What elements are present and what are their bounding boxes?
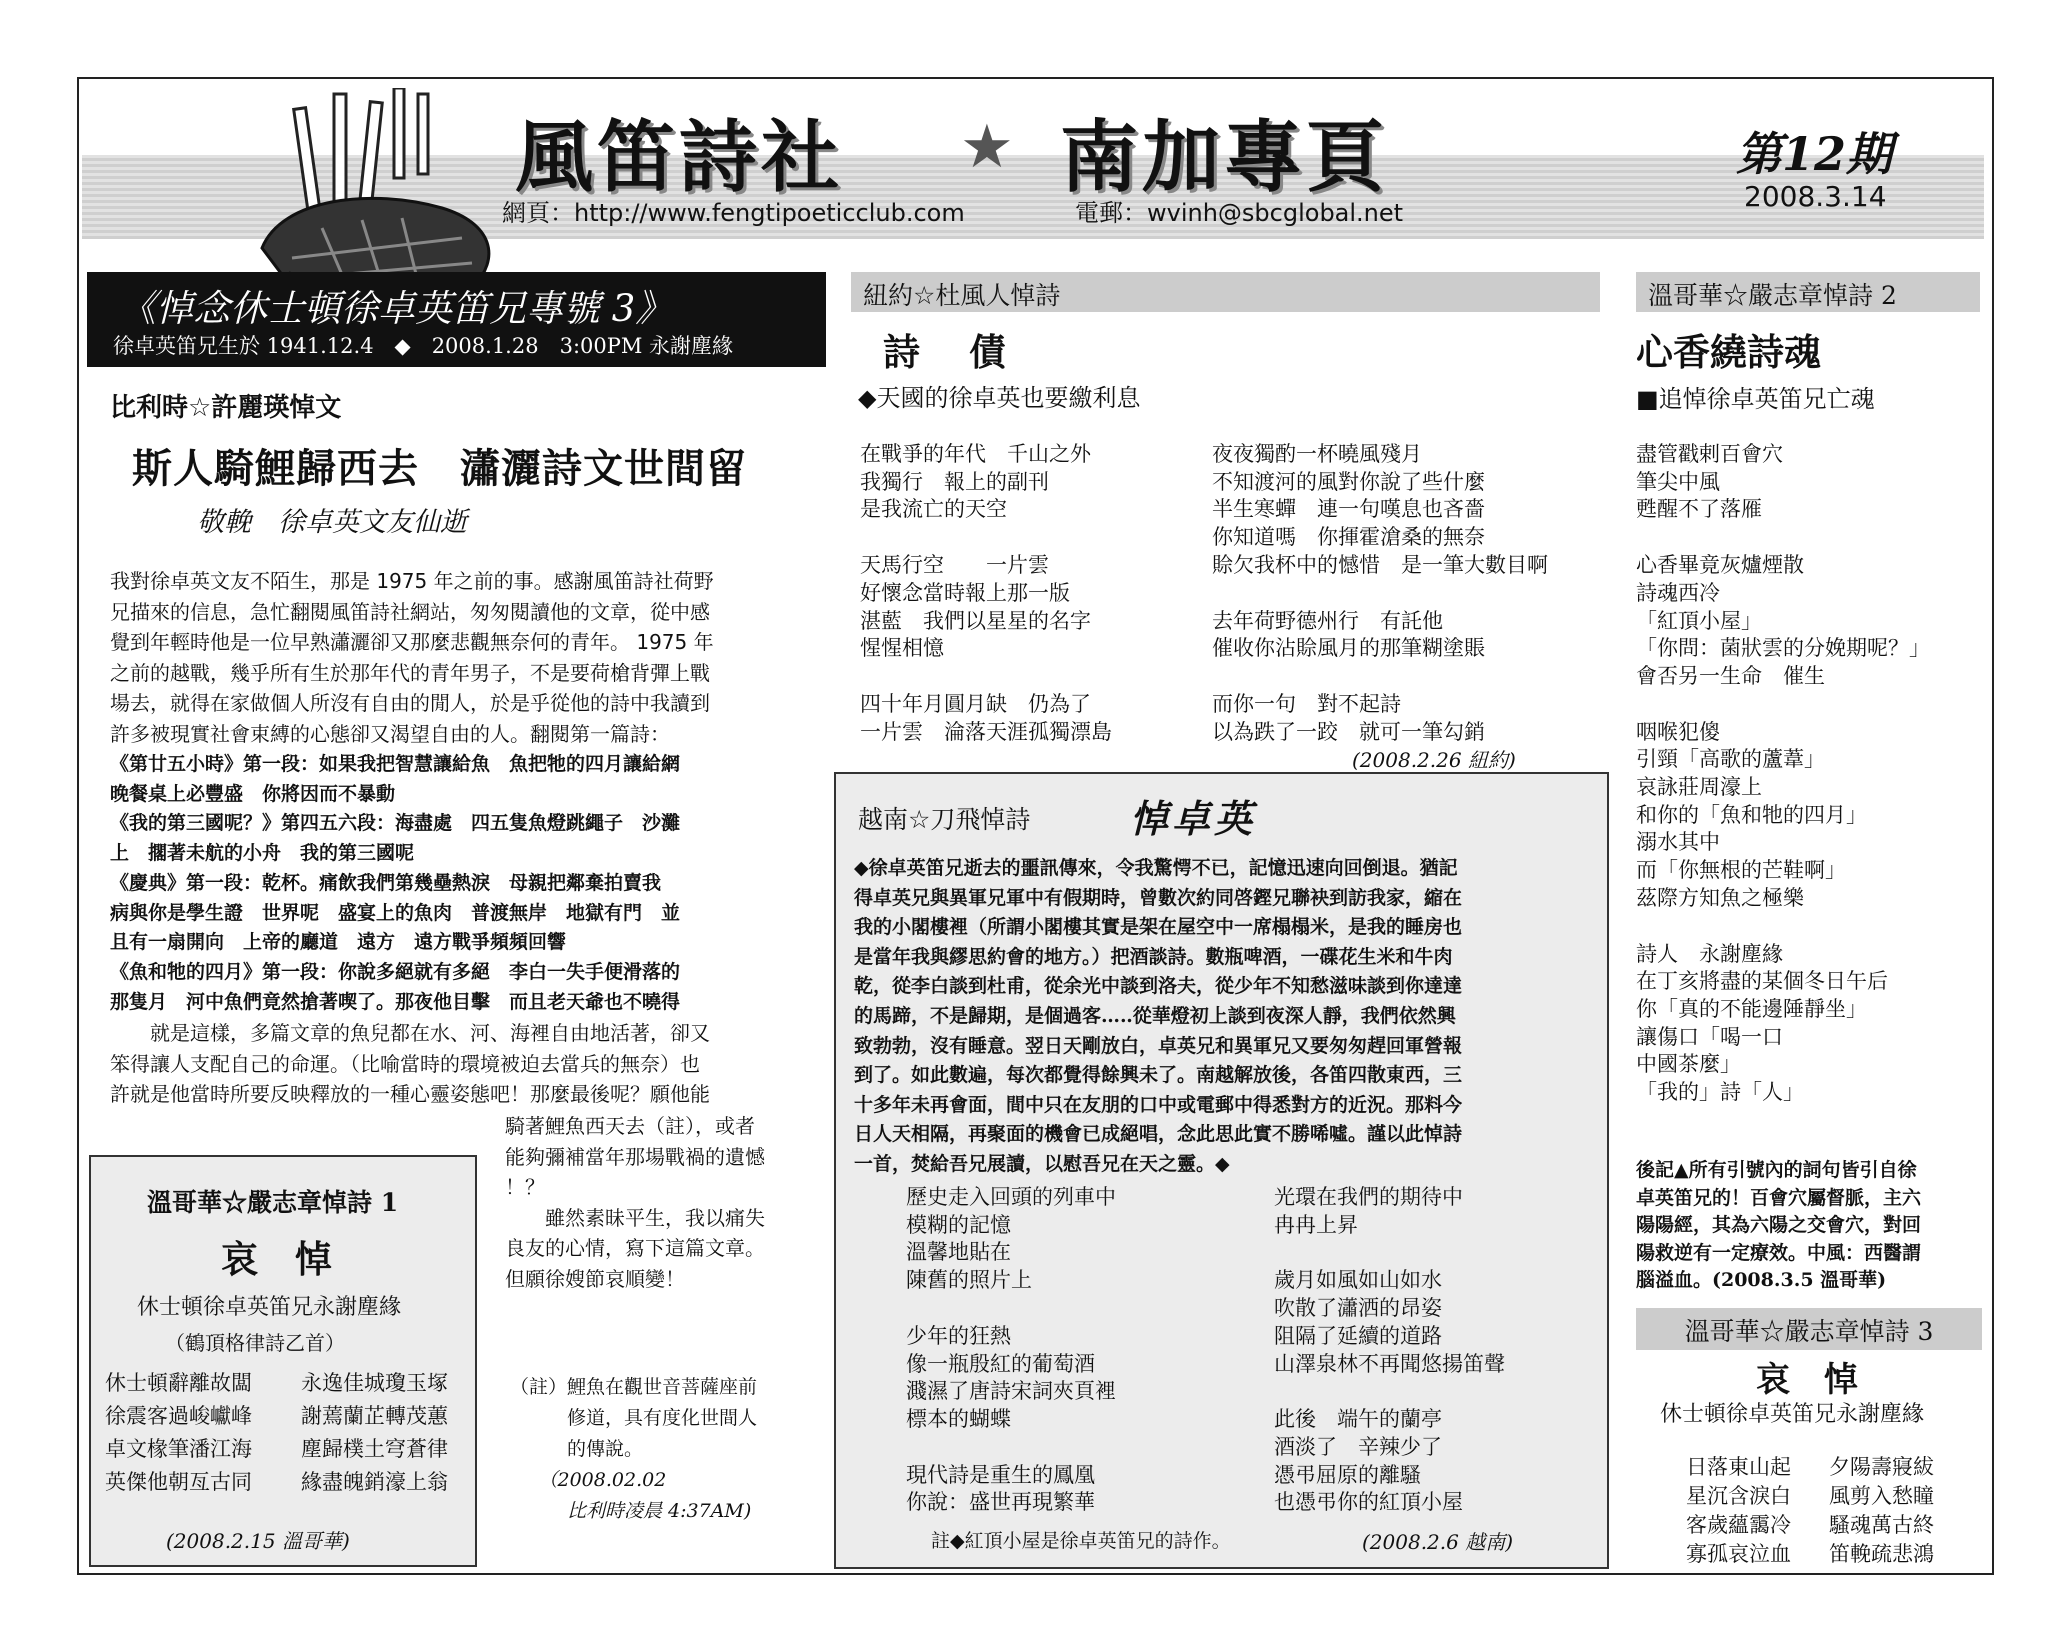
poem-line: 山澤泉林不再聞悠揚笛聲	[1274, 1351, 1505, 1376]
quote-line: 《慶典》第一段：乾杯。痛飲我們第幾壘熱淚 母親把鄰棄拍賣我	[110, 871, 662, 894]
poem-line: 和你的「魚和牠的四月」	[1636, 802, 1867, 827]
poem-line: 甦醒不了落雁	[1636, 497, 1762, 522]
poem-line: 謝蔫蘭芷轉茂蕙	[301, 1404, 448, 1428]
newyork-poem-left	[860, 441, 1112, 746]
vancouver-poem-1-left	[105, 1367, 252, 1499]
newyork-poem-subtitle: ◆天國的徐卓英也要繳利息	[858, 384, 1141, 412]
text-line: 雖然素昧平生，我以痛失	[505, 1205, 765, 1230]
poem-line: 惺惺相憶	[860, 636, 944, 661]
poem-line: 四十年月圓月缺 仍為了	[860, 691, 1091, 716]
poem-line: 夜夜獨酌一杯曉風殘月	[1212, 442, 1422, 466]
poem-line: 心香畢竟灰爐煙散	[1636, 553, 1804, 578]
poem-line: 夕陽壽寢紱	[1829, 1455, 1934, 1479]
text-line: 就是這樣，多篇文章的魚兒都在水、河、海裡自由地活著，卻又	[110, 1021, 710, 1045]
quote-line: 《魚和牠的四月》第一段：你說多絕就有多絕 李白一失手便滑落的	[110, 960, 681, 983]
poem-line: 「我的」詩「人」	[1636, 1080, 1804, 1105]
vietnam-poem-note: 註◆紅頂小屋是徐卓英笛兄的詩作。	[931, 1530, 1231, 1552]
poem-line: 溺水其中	[1636, 830, 1720, 855]
essay-body-continued	[110, 1018, 810, 1110]
vancouver-poem-2-heading: 溫哥華☆嚴志章悼詩 2	[1636, 272, 1980, 312]
quote-line: 《第廿五小時》第一段：如果我把智慧讓給魚 魚把牠的四月讓給網	[110, 753, 681, 775]
poem-line: 星沉含淚白	[1686, 1484, 1791, 1508]
poem-line: 湛藍 我們以星星的名字	[860, 608, 1091, 633]
poem-line: 像一瓶殷紅的葡萄酒	[906, 1351, 1095, 1376]
text-line: 但願徐嫂節哀順變！	[505, 1266, 685, 1291]
prose-line: 的馬蹄，不是歸期，是個過客…‥從華燈初上談到夜深人靜，我們依然興	[854, 1004, 1456, 1027]
poem-line: 標本的蝴蝶	[906, 1406, 1011, 1431]
vancouver-poem-1-signoff: (2008.2.15 溫哥華)	[166, 1529, 350, 1553]
poem-line: 是我流亡的天空	[860, 497, 1007, 522]
vancouver-poem-3-title: 哀 悼	[1756, 1360, 1858, 1400]
poem-line: 讓傷口「喝一口	[1636, 1024, 1783, 1049]
poem-line: 溫馨地貼在	[906, 1240, 1011, 1265]
vancouver-poem-1-box	[89, 1155, 477, 1567]
postscript-line: 後記▲所有引號內的詞句皆引自徐	[1636, 1159, 1917, 1181]
vancouver-poem-2-title: 心香繞詩魂	[1636, 330, 1821, 374]
postscript-line: 陽救逆有一定療效。中風：西醫謂	[1636, 1241, 1922, 1264]
poem-line: 風剪入愁瞳	[1829, 1484, 1934, 1508]
poem-line: 歲月如風如山如水	[1274, 1268, 1442, 1293]
prose-line: 日人天相隔，再聚面的機會已成絕唱，念此思此實不勝唏噓。謹以此悼詩	[854, 1123, 1463, 1146]
postscript-line: 腦溢血。(2008.3.5 溫哥華)	[1636, 1269, 1887, 1291]
poem-line: 哀詠莊周濠上	[1636, 775, 1762, 800]
poem-line: 客歲蘊靄冷	[1686, 1513, 1791, 1537]
prose-line: 乾，從李白談到杜甫，從余光中談到洛夫，從少年不知愁滋味談到你達達	[854, 975, 1463, 998]
poem-line: 咽喉犯傻	[1636, 719, 1720, 744]
poem-line: 騷魂萬古終	[1829, 1513, 1934, 1537]
poem-line: 卓文椽筆潘江海	[105, 1437, 252, 1461]
essay-subhead: 敬輓 徐卓英文友仙逝	[197, 507, 467, 538]
website-label: 網頁：http://www.fengtipoeticclub.com	[502, 199, 965, 227]
newyork-poem-signoff: (2008.2.26 紐約)	[1352, 748, 1516, 772]
vancouver-poem-3-right	[1829, 1453, 1934, 1569]
prose-line: 得卓英兄與異軍兄軍中有假期時，曾數次約同啓鏗兄聯袂到訪我家，縮在	[854, 886, 1463, 909]
prose-line: 一首，焚給吾兄展讀，以慰吾兄在天之靈。◆	[854, 1152, 1230, 1175]
poem-line: 盡管戳剌百會穴	[1636, 442, 1783, 466]
memorial-banner-subtitle: 徐卓英笛兄生於 1941.12.4 ◆ 2008.1.28 3:00PM 永謝塵緣	[113, 334, 734, 358]
poem-line: 酒淡了 辛辣少了	[1274, 1434, 1442, 1459]
poem-line: 以為跌了一跤 就可一筆勾銷	[1212, 719, 1485, 744]
footnote-line: （註）鯉魚在觀世音菩薩座前	[510, 1376, 758, 1398]
text-line: 覺到年輕時他是一位早熟瀟灑卻又那麼悲觀無奈何的青年。 1975 年	[110, 630, 714, 654]
poem-line: 笛輓疏悲鴻	[1829, 1542, 1934, 1566]
poem-line: 中國茶麼」	[1636, 1052, 1741, 1077]
poem-line: 塵歸樸土穹蒼律	[301, 1437, 448, 1461]
vietnam-poem-box	[834, 772, 1609, 1569]
vancouver-poem-1-heading: 溫哥華☆嚴志章悼詩 1	[147, 1188, 399, 1217]
text-line: 笨得讓人支配自己的命運。（比喻當時的環境被迫去當兵的無奈）也	[110, 1051, 700, 1076]
poem-line: 「紅頂小屋」	[1636, 608, 1762, 633]
poem-line: 模糊的記憶	[906, 1212, 1011, 1237]
essay-headline: 斯人騎鯉歸西去 瀟灑詩文世間留	[132, 446, 747, 492]
issue-date: 2008.3.14	[1744, 180, 1887, 213]
poem-line: 不知渡河的風對你說了些什麼	[1212, 469, 1485, 494]
newyork-poem-heading: 紐約☆杜風人悼詩	[851, 272, 1600, 312]
poem-line: 寡孤哀泣血	[1686, 1542, 1791, 1566]
poem-line: 歷史走入回頭的列車中	[906, 1185, 1116, 1209]
text-line: ！？	[505, 1175, 545, 1199]
masthead-title-left: 風笛詩社	[515, 112, 844, 203]
text-line: 兄描來的信息，急忙翻閱風笛詩社網站，匆匆閱讀他的文章，從中感	[110, 599, 710, 624]
poem-line: 永逸佳城瓊玉塚	[301, 1371, 448, 1395]
poem-line: 陳舊的照片上	[906, 1268, 1032, 1293]
text-line: 許多被現實社會束縛的心態卻又渴望自由的人。翻閱第一篇詩：	[110, 721, 670, 746]
poem-line: 此後 端午的蘭亭	[1274, 1407, 1442, 1432]
vietnam-poem-right	[1274, 1184, 1505, 1517]
text-line: 場去，就得在家做個人所沒有自由的閒人，於是乎從他的詩中我讀到	[110, 691, 710, 715]
poem-line: 會否另一生命 催生	[1636, 663, 1825, 688]
poem-line: 賒欠我杯中的憾惜 是一筆大數目啊	[1212, 552, 1548, 577]
poem-line: 在戰爭的年代 千山之外	[860, 442, 1091, 466]
poem-line: 而「你無根的芒鞋啊」	[1636, 858, 1846, 883]
postscript-line: 陽陽經，其為六陽之交會穴，對回	[1636, 1214, 1922, 1236]
issue-number: 第12期	[1736, 127, 1893, 181]
vancouver-poem-3-subtitle: 休士頓徐卓英笛兄永謝塵緣	[1660, 1402, 1925, 1427]
postscript-line: 卓英笛兄的！百會穴屬督脈，主六	[1636, 1186, 1922, 1209]
poem-line: 冉冉上昇	[1274, 1212, 1358, 1237]
vancouver-poem-2-body	[1636, 441, 1930, 1107]
poem-line: 半生寒蟬 連一句嘆息也吝嗇	[1212, 497, 1485, 522]
poem-line: 催收你沾賒風月的那筆糊塗賬	[1212, 636, 1485, 661]
text-line: 能夠彌補當年那場戰禍的遺憾	[505, 1144, 765, 1169]
essay-quotes	[110, 750, 820, 1017]
essay-body	[110, 566, 810, 749]
text-line: 許就是他當時所要反映釋放的一種心靈姿態吧！那麼最後呢？願他能	[110, 1082, 710, 1106]
prose-line: 十多年未再會面，間中只在友朋的口中或電郵中得悉對方的近況。那料今	[854, 1093, 1463, 1116]
prose-line: 致勃勃，沒有睡意。翌日天剛放白，卓英兄和異軍兄又要匆匆趕回軍營報	[854, 1034, 1463, 1057]
prose-line: 到了。如此數遍，每次都覺得餘興未了。南越解放後，各笛四散東西，三	[854, 1064, 1463, 1087]
vancouver-poem-1-subtitle: 休士頓徐卓英笛兄永謝塵緣	[137, 1295, 402, 1320]
poem-line: 而你一句 對不起詩	[1212, 691, 1401, 716]
text-line: 騎著鯉魚西天去（註），或者	[505, 1114, 755, 1138]
newyork-poem-right	[1212, 441, 1548, 746]
quote-line: 病與你是學生證 世界呢 盛宴上的魚肉 普渡無岸 地獄有門 並	[110, 901, 681, 924]
poem-line: 我獨行 報上的副刊	[860, 469, 1049, 494]
poem-line: 徐震客過峻巘峰	[105, 1404, 252, 1428]
text-line: 之前的越戰，幾乎所有生於那年代的青年男子，不是要荷槍背彈上戰	[110, 660, 710, 685]
quote-line: 且有一扇開向 上帝的廳道 遠方 遠方戰爭頻頻回響	[110, 931, 567, 954]
poem-line: 吹散了瀟洒的昂姿	[1274, 1296, 1442, 1321]
vancouver-poem-2-postscript	[1636, 1157, 1921, 1295]
poem-line: 去年荷野德州行 有託他	[1212, 608, 1443, 633]
quote-line: 《我的第三國呢？》第四五六段：海盡處 四五隻魚燈跳繩子 沙灘	[110, 812, 681, 835]
text-line: 我對徐卓英文友不陌生，那是 1975 年之前的事。感謝風笛詩社荷野	[110, 569, 714, 593]
poem-line: 濺濕了唐詩宋詞夾頁裡	[906, 1379, 1116, 1404]
poem-line: 少年的狂熱	[906, 1323, 1011, 1348]
poem-line: 你知道嗎 你揮霍滄桑的無奈	[1212, 525, 1485, 550]
memorial-banner-title: 《悼念休士頓徐卓英笛兄專號 3》	[119, 287, 673, 330]
poem-line: 茲際方知魚之極樂	[1636, 885, 1804, 910]
poem-line: 詩人 永謝塵緣	[1636, 941, 1783, 966]
star-icon: ★	[960, 112, 1014, 182]
text-line: 良友的心情，寫下這篇文章。	[505, 1236, 765, 1260]
newyork-poem-title: 詩 債	[883, 330, 1012, 374]
poem-line: 憑弔屈原的離騷	[1274, 1462, 1421, 1487]
poem-line: 一片雲 淪落天涯孤獨漂島	[860, 719, 1112, 744]
essay-footnote	[510, 1372, 757, 1527]
prose-line: 我的小閣樓裡（所謂小閣樓其實是架在屋空中一席榻榻米，是我的睡房也	[854, 916, 1463, 939]
vancouver-poem-3-left	[1686, 1453, 1791, 1569]
poem-line: 也憑弔你的紅頂小屋	[1274, 1490, 1463, 1515]
essay-byline: 比利時☆許麗瑛悼文	[110, 393, 342, 423]
poem-line: 阻隔了延續的道路	[1274, 1323, 1442, 1348]
poem-line: 英傑他朝亙古同	[105, 1470, 252, 1494]
vancouver-poem-3-heading: 溫哥華☆嚴志章悼詩 3	[1636, 1308, 1982, 1350]
vancouver-poem-2-subtitle: ■追悼徐卓英笛兄亡魂	[1636, 385, 1875, 413]
vietnam-poem-title: 悼卓英	[1130, 796, 1257, 841]
poem-line: 休士頓辭離故闆	[105, 1371, 252, 1395]
poem-line: 在丁亥將盡的某個冬日午后	[1636, 969, 1888, 994]
footnote-date: （2008.02.02	[510, 1469, 667, 1491]
poem-line: 你「真的不能邊陲靜坐」	[1636, 996, 1867, 1021]
prose-line: 是當年我與繆思約會的地方。）把酒談詩。數瓶啤酒，一碟花生米和牛肉	[854, 945, 1453, 968]
poem-line: 天馬行空 一片雲	[860, 553, 1049, 578]
poem-line: 你說：盛世再現繁華	[906, 1490, 1095, 1515]
footnote-line: 的傳說。	[510, 1438, 644, 1460]
vietnam-poem-left	[906, 1184, 1116, 1517]
vietnam-poem-heading: 越南☆刀飛悼詩	[858, 805, 1031, 834]
quote-line: 晚餐桌上必豐盛 你將因而不暴動	[110, 782, 396, 805]
masthead-title-right: 南加專頁	[1060, 112, 1389, 203]
poem-line: 日落東山起	[1686, 1455, 1791, 1479]
poem-line: 現代詩是重生的鳳凰	[906, 1462, 1095, 1487]
quote-line: 那隻月 河中魚們竟然搶著喫了。那夜他目擊 而且老天爺也不曉得	[110, 990, 681, 1013]
memorial-banner	[87, 272, 826, 367]
vietnam-poem-signoff: (2008.2.6 越南)	[1362, 1530, 1514, 1554]
vancouver-poem-1-title: 哀 悼	[221, 1237, 332, 1281]
vietnam-prose	[854, 854, 1462, 1180]
poem-line: 光環在我們的期待中	[1274, 1185, 1463, 1209]
poem-line: 詩魂西冷	[1636, 580, 1720, 605]
essay-body-end	[505, 1111, 815, 1294]
footnote-place: 比利時凌晨 4:37AM)	[510, 1500, 752, 1522]
vancouver-poem-1-form: （鶴頂格律詩乙首）	[165, 1331, 345, 1355]
quote-line: 上 擱著未航的小舟 我的第三國呢	[110, 842, 415, 865]
email-label: 電郵：wvinh@sbcglobal.net	[1075, 199, 1404, 227]
poem-line: 引頸「高歌的蘆葦」	[1636, 747, 1825, 772]
poem-line: 好懷念當時報上那一版	[860, 580, 1070, 605]
footnote-line: 修道，具有度化世間人	[510, 1407, 758, 1429]
poem-line: 緣盡魄銷濠上翁	[301, 1470, 448, 1494]
poem-line: 筆尖中風	[1636, 469, 1720, 494]
vancouver-poem-1-right	[301, 1367, 448, 1499]
prose-line: ◆徐卓英笛兄逝去的噩訊傳來，令我驚愕不已，記憶迅速向回倒退。猶記	[854, 857, 1458, 879]
poem-line: 「你問：菌狀雲的分娩期呢？」	[1636, 636, 1930, 661]
